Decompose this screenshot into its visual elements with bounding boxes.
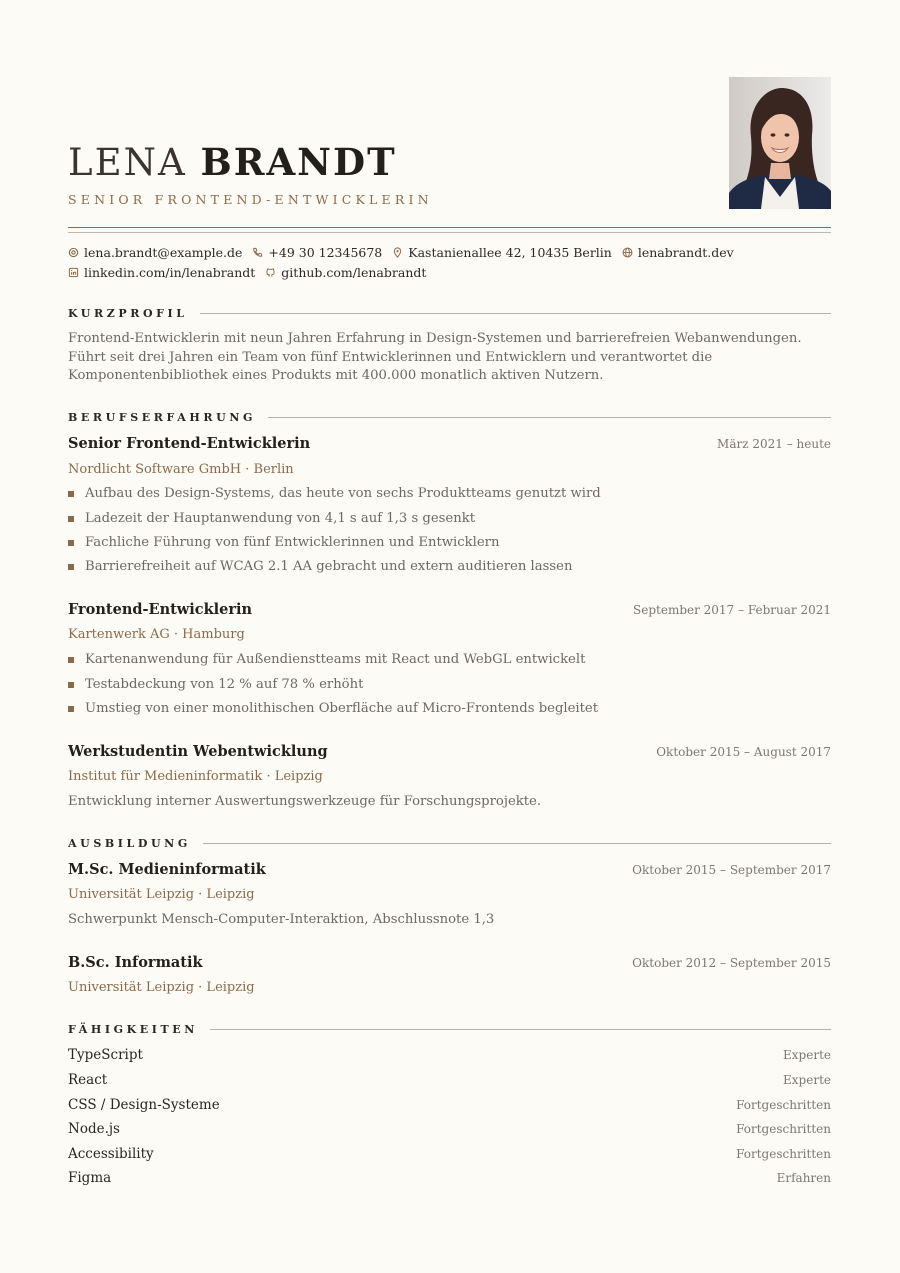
bullet-square-icon [68,657,74,663]
job-bullet: Umstieg von einer monolithischen Oberfläche auf Micro-Frontends begleitet [68,701,598,716]
email-icon [68,247,79,258]
section-divider [203,843,831,844]
job-org-2: Kartenwerk AG · Hamburg [68,627,245,642]
section-divider [200,313,831,314]
section-header-skills [68,1022,831,1036]
degree-title-2: B.Sc. Informatik [68,954,203,971]
bullet-square-icon [68,682,74,688]
github-icon [265,267,276,278]
section-title-education: AUSBILDUNG [68,836,191,850]
contact-phone[interactable] [252,245,382,260]
contact-row-2 [68,263,436,281]
job-date-1: März 2021 – heute [717,437,831,451]
section-divider [268,417,831,418]
job-bullet: Ladezeit der Hauptanwendung von 4,1 s auf 1,3 s gesenkt [68,511,475,526]
bullet-square-icon [68,491,74,497]
first-name: LENA [68,141,187,184]
bullet-square-icon [68,516,74,522]
section-divider [210,1029,831,1030]
skill-name: CSS / Design-Systeme [68,1097,220,1113]
contact-github[interactable] [265,265,426,280]
degree-description-1: Schwerpunkt Mensch-Computer-Interaktion, Abschlussnote 1,3 [68,912,495,927]
globe-icon [622,247,633,258]
github-text: github.com/lenabrandt [281,264,427,280]
job-org-3: Institut für Medieninformatik · Leipzig [68,769,323,784]
job-title-3: Werkstudentin Webentwicklung [68,743,328,760]
section-title-experience: BERUFSERFAHRUNG [68,410,256,424]
job-bullet: Testabdeckung von 12 % auf 78 % erhöht [68,677,363,692]
contact-linkedin[interactable] [68,265,255,280]
job-date-2: September 2017 – Februar 2021 [633,603,831,617]
profile-summary: Frontend-Entwicklerin mit neun Jahren Erfahrung in Design-Systemen und barrierefreien Webanwendungen. Führt seit drei Jahren ein Team von fünf Entwicklerinnen und Entwicklern und verantwortet die Komponentenbibliothek eines Produkts mit 400.000 monatlich aktiven Nutzern. [68,331,802,383]
skill-name: React [68,1072,108,1088]
section-header-education [68,836,831,850]
section-header-experience [68,410,831,424]
skill-name: Figma [68,1170,112,1186]
skill-level: Fortgeschritten [736,1147,831,1161]
contact-email[interactable] [68,245,242,260]
linkedin-text: linkedin.com/in/lenabrandt [84,264,256,280]
skill-level: Fortgeschritten [736,1122,831,1136]
location-pin-icon [392,247,403,258]
email-text: lena.brandt@example.de [84,244,243,260]
skill-level: Experte [783,1073,831,1087]
degree-org-1: Universität Leipzig · Leipzig [68,887,255,902]
job-bullet: Fachliche Führung von fünf Entwicklerinnen und Entwicklern [68,535,499,550]
contact-row-1 [68,243,744,261]
candidate-name [68,140,397,185]
section-header-profile [68,306,831,320]
contact-address [392,245,612,260]
degree-title-1: M.Sc. Medieninformatik [68,861,266,878]
job-title-1: Senior Frontend-Entwicklerin [68,435,311,452]
skill-name: TypeScript [68,1047,143,1063]
linkedin-icon [68,267,79,278]
skill-level: Erfahren [776,1171,831,1185]
address-text: Kastanienallee 42, 10435 Berlin [408,244,612,260]
skill-name: Accessibility [68,1146,154,1162]
job-description-3: Entwicklung interner Auswertungswerkzeuge für Forschungsprojekte. [68,794,542,809]
contact-website[interactable] [622,245,734,260]
portrait-photo [729,77,831,209]
phone-text: +49 30 12345678 [268,244,383,260]
degree-date-2: Oktober 2012 – September 2015 [632,956,831,970]
header-rule-thin [68,232,831,233]
skill-level: Experte [783,1048,831,1062]
skill-level: Fortgeschritten [736,1098,831,1112]
header-rule-thick [68,227,831,228]
last-name: BRANDT [200,140,397,184]
job-bullet: Kartenanwendung für Außendienstteams mit React und WebGL entwickelt [68,652,585,667]
website-text: lenabrandt.dev [637,244,734,260]
bullet-square-icon [68,540,74,546]
bullet-square-icon [68,564,74,570]
degree-date-1: Oktober 2015 – September 2017 [632,863,831,877]
job-date-3: Oktober 2015 – August 2017 [656,745,831,759]
job-bullet: Aufbau des Design-Systems, das heute von sechs Produktteams genutzt wird [68,486,601,501]
section-title-skills: FÄHIGKEITEN [68,1022,198,1036]
skill-name: Node.js [68,1121,120,1137]
job-title: SENIOR FRONTEND-ENTWICKLERIN [68,192,433,207]
job-title-2: Frontend-Entwicklerin [68,601,253,618]
bullet-square-icon [68,706,74,712]
phone-icon [252,247,263,258]
degree-org-2: Universität Leipzig · Leipzig [68,980,255,995]
section-title-profile: KURZPROFIL [68,306,188,320]
job-org-1: Nordlicht Software GmbH · Berlin [68,462,294,477]
job-bullet: Barrierefreiheit auf WCAG 2.1 AA gebracht und extern auditieren lassen [68,559,572,574]
